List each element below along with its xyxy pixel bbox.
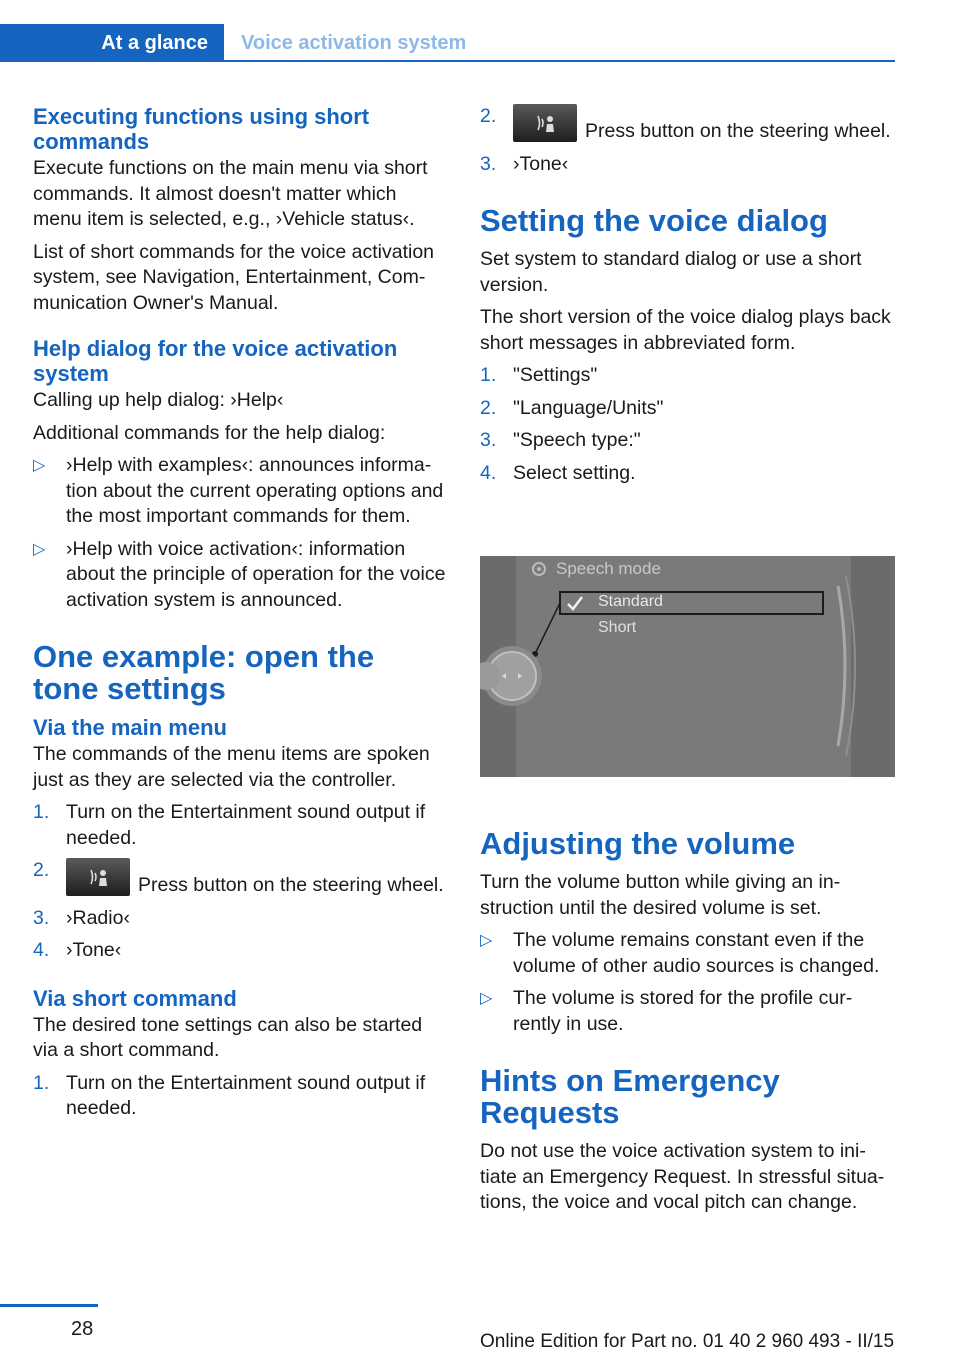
list-item: ▷ The volume is stored for the profile cur-rently in use. [480, 987, 853, 1035]
chapter-tab: Voice activation system [241, 31, 467, 54]
paragraph: The commands of the menu items are spoken just as they are selected via the controller. [33, 743, 430, 791]
list-item: 1. "Settings" [480, 364, 598, 386]
footer-rule [0, 1304, 98, 1307]
paragraph: The desired tone settings can also be started via a short command. [33, 1013, 423, 1061]
voice-button-icon [66, 858, 130, 896]
voice-button-icon [513, 104, 577, 142]
heading-tone-example: One example: open the tone settings [33, 639, 375, 706]
list-item: ▷ ›Help with voice activation‹: information about the principle of operation for the voice activation system is announced. [33, 537, 446, 611]
bullet-triangle-icon: ▷ [33, 457, 46, 474]
paragraph: The short version of the voice dialog plays back short messages in abbreviated form. [480, 306, 891, 354]
bullet-triangle-icon: ▷ [480, 990, 493, 1007]
heading-main-menu: Via the main menu [33, 715, 227, 740]
paragraph: Additional commands for the help dialog: [33, 421, 386, 444]
bullet-triangle-icon: ▷ [480, 932, 493, 949]
paragraph: Execute functions on the main menu via short commands. It almost doesn't matter which menu item is selected, e.g., ›Vehicle status‹. [33, 157, 428, 230]
heading-help-dialog: Help dialog for the voice activation system [33, 336, 398, 386]
list-item: 3. ›Tone‹ [480, 152, 569, 175]
idrive-screen-image [480, 556, 895, 777]
paragraph: Calling up help dialog: ›Help‹ [33, 389, 284, 411]
list-item: 2. Press button on the steering wheel. [33, 859, 444, 896]
heading-short-command: Via short command [33, 985, 237, 1011]
bullet-triangle-icon: ▷ [33, 540, 46, 558]
list-item: 2. Press button on the steering wheel. [480, 105, 891, 142]
list-item: 4. ›Tone‹ [33, 939, 122, 961]
list-item: 1. Turn on the Entertainment sound output if needed. [33, 801, 426, 849]
page-header [0, 0, 960, 62]
list-item: 4. Select setting. [480, 461, 636, 484]
paragraph: Do not use the voice activation system to ini-tiate an Emergency Request. In stressful situa-tions, the voice and vocal pitch can change. [480, 1140, 885, 1213]
heading-short-commands: Executing functions using short commands [33, 104, 370, 154]
list-item: 2. "Language/Units" [480, 396, 664, 419]
list-item: ▷ The volume remains constant even if the volume of other audio sources is changed. [480, 929, 880, 977]
heading-emergency: Hints on Emergency Requests [480, 1063, 780, 1130]
left-column [33, 104, 448, 1129]
list-item: 3. ›Radio‹ [33, 906, 130, 929]
screen-option: Short [598, 619, 637, 636]
footer-edition: Online Edition for Part no. 01 40 2 960 493 - II/15 [480, 1331, 895, 1352]
right-column [480, 104, 895, 493]
paragraph: Set system to standard dialog or use a short version. [480, 248, 862, 296]
page-number: 28 [71, 1318, 94, 1340]
right-column-lower [480, 828, 895, 1223]
screen-title: Speech mode [556, 559, 661, 578]
list-item: 3. "Speech type:" [480, 429, 641, 451]
heading-volume: Adjusting the volume [480, 826, 796, 861]
section-tab: At a glance [0, 24, 224, 62]
header-rule [224, 60, 895, 62]
paragraph: List of short commands for the voice activation system, see Navigation, Entertainment, Com-munication Owner's Manual. [33, 240, 435, 314]
paragraph: Turn the volume button while giving an in-struction until the desired volume is set. [480, 871, 841, 919]
heading-voice-dialog: Setting the voice dialog [480, 203, 828, 238]
screen-option-selected: Standard [598, 593, 663, 610]
list-item: ▷ ›Help with examples‹: announces informa-tion about the current operating options and the most important commands for them. [33, 454, 444, 527]
list-item: 1. Turn on the Entertainment sound output if needed. [33, 1071, 426, 1119]
